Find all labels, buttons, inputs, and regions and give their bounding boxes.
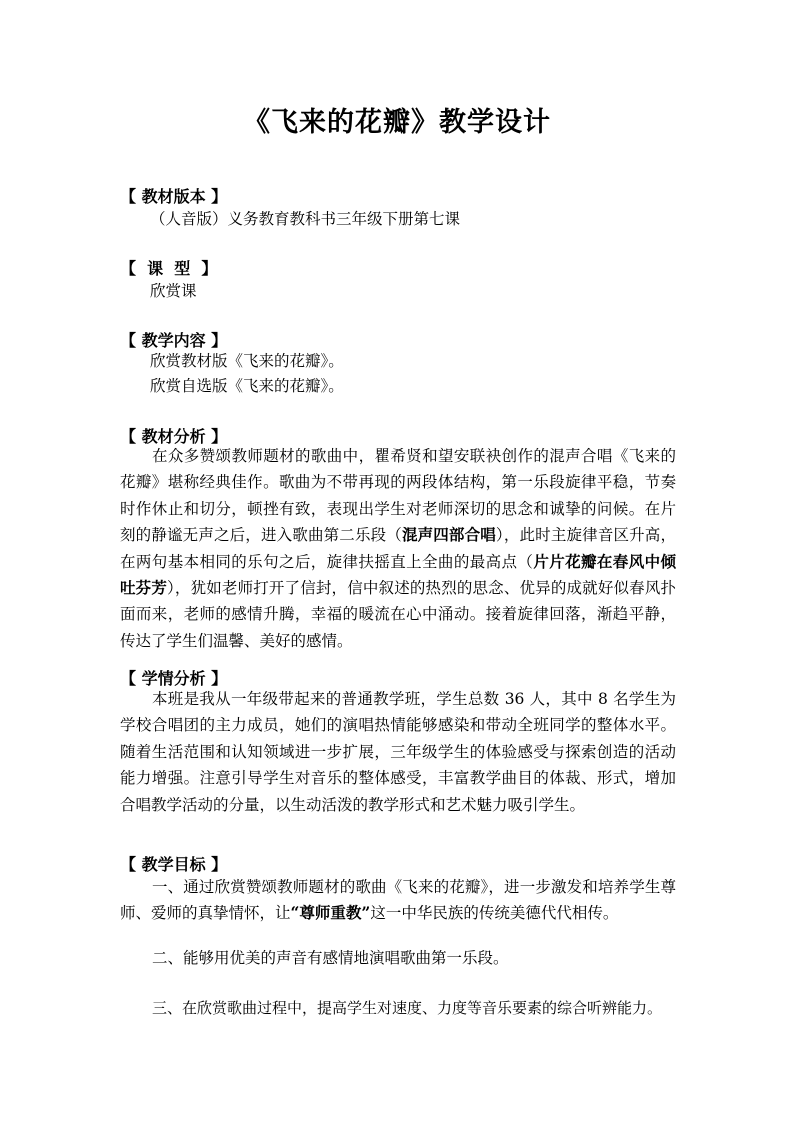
goal-1-text-a: 一、通过欣赏赞颂教师题材的歌曲《飞来的花瓣》，进一步激发和培养学生尊师、爱师的真挚情怀，让: [120, 878, 676, 923]
analysis-text-2: ），此时主旋律音区升高，在两句基本相同的乐句之后，旋律扶摇直上全曲的最高点（: [120, 526, 676, 571]
goal-1-text-c: 这一中华民族的传统美德代代相传。: [370, 904, 619, 923]
section-heading-goals: 【 教学目标 】: [120, 855, 228, 874]
goal-1: [120, 874, 676, 927]
goal-2: 二、能够用优美的声音有感情地演唱歌曲第一乐段。: [152, 949, 509, 967]
section-heading-type: 【 课 型 】: [120, 259, 218, 278]
analysis-emphasis-1: 混声四部合唱: [401, 525, 496, 545]
section-heading-analysis: 【 教材分析 】: [120, 427, 228, 446]
students-paragraph: 本班是我从一年级带起来的普通教学班，学生总数 36 人，其中 8 名学生为学校合唱团的主力成员，她们的演唱热情能够感染和带动全班同学的整体水平。随着生活范围和认知领域进一步扩展，三年级学生的体验感受与探索创造的活动能力增强。注意引导学生对音乐的整体感受，丰富教学曲目的体裁、形式，增加合唱教学活动的分量，以生动活泼的教学形式和艺术魅力吸引学生。: [120, 690, 676, 814]
section-heading-students: 【 学情分析 】: [120, 669, 228, 688]
goal-1-emphasis: “尊师重教”: [290, 903, 371, 923]
analysis-paragraph: [120, 443, 676, 654]
analysis-text-1: 在众多赞颂教师题材的歌曲中，瞿希贤和望安联袂创作的混声合唱《飞来的花瓣》堪称经典佳作。歌曲为不带再现的两段体结构，第一乐段旋律平稳，节奏时作休止和切分，顿挫有致，表现出学生对老师深切的思念和诚挚的问候。在片刻的静谧无声之后，进入歌曲第二乐段（: [120, 447, 676, 545]
analysis-text-3: ），犹如老师打开了信封，信中叙述的热烈的思念、优异的成就好似春风扑面而来，老师的感情升腾，幸福的暖流在心中涌动。接着旋律回落，渐趋平静，传达了学生们温馨、美好的感情。: [120, 579, 676, 650]
section-heading-content: 【 教学内容 】: [120, 331, 228, 350]
page-title: 《飞来的花瓣》教学设计: [243, 107, 551, 138]
analysis-emphasis-2: 片片花瓣在春风中倾吐芬芳: [120, 551, 676, 598]
content-line-2: 欣赏自选版《飞来的花瓣》。: [150, 377, 344, 395]
edition-text: （人音版）义务教育教科书三年级下册第七课: [150, 210, 461, 228]
type-text: 欣赏课: [150, 282, 197, 300]
section-heading-edition: 【 教材版本 】: [120, 187, 228, 206]
content-line-1: 欣赏教材版《飞来的花瓣》。: [150, 352, 344, 370]
goal-3: 三、在欣赏歌曲过程中，提高学生对速度、力度等音乐要素的综合听辨能力。: [152, 999, 663, 1017]
